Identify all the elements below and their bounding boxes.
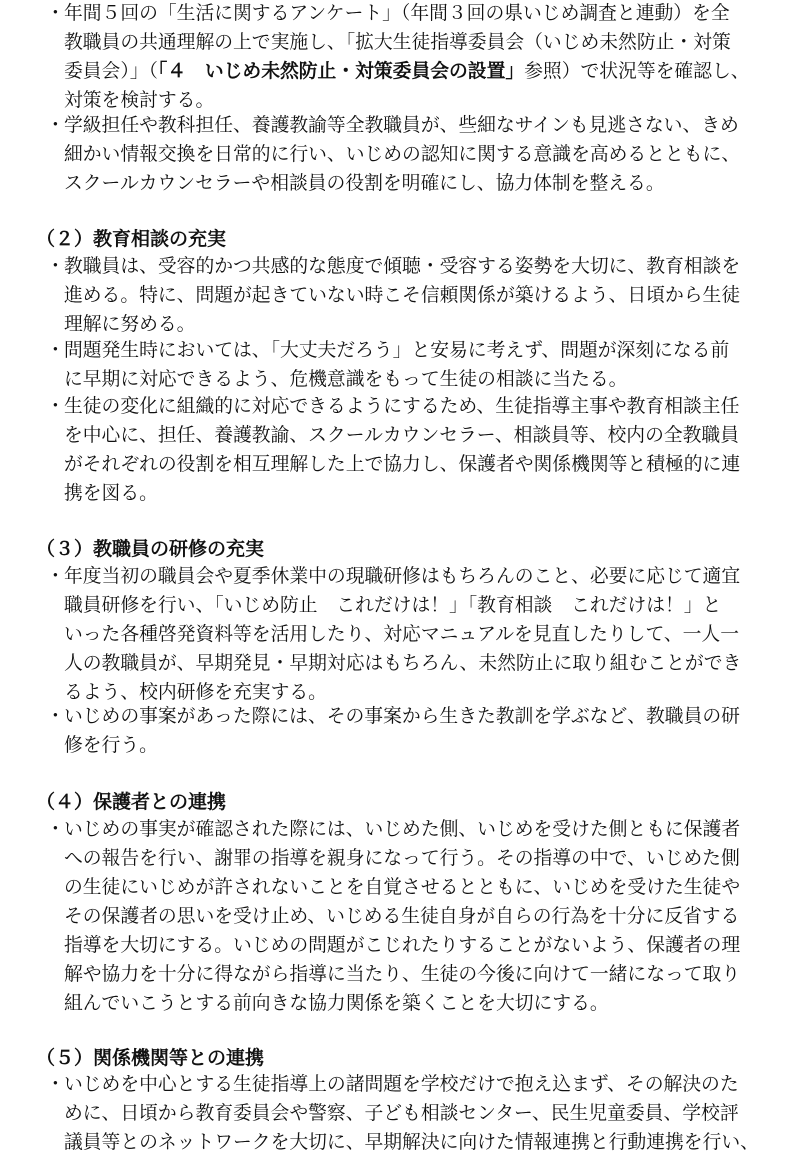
intro-bullet-2-text: 学級担任や教科担任、養護教諭等全教職員が、些細なサインも見逃さない、きめ 細かい情報交換を日常的に行い、いじめの認知に関する意識を高めるとともに、 スクールカウンセラーや相談員の役割を明確にし、協力体制を整える。 (64, 115, 741, 194)
section-4-bullet-1 (46, 815, 778, 1018)
bullet-mark: ・ (46, 1074, 65, 1095)
intro-bullet-1 (46, 0, 778, 115)
section-4-bullet-1-text: いじめの事実が確認された際には、いじめた側、いじめを受けた側ともに保護者 への報告を行い、謝罪の指導を親身になって行う。その指導の中で、いじめた側 の生徒にいじめが許されないことを自覚させるとともに、いじめを受けた生徒や その保護者の思いを受け止め、いじめる生徒自身が自らの行為を十分に反省する 指導を大切にする。いじめの問題がこじれたりすることがないよう、保護者の理 解や協力を十分に得ながら指導に当たり、生徒の今後に向けて一緒になって取り 組んでいこうとする前向きな協力関係を築くことを大切にする。 (64, 819, 741, 1014)
section-2-bullet-2-text: 問題発生時においては、「大丈夫だろう」と安易に考えず、問題が深刻になる前 に早期に対応できるよう、危機意識をもって生徒の相談に当たる。 (64, 340, 730, 390)
intro-bullet-1-text-b: 参照）で状況等を確認し、 対策を検討する。 (64, 61, 750, 111)
intro-bullet-2 (46, 111, 778, 198)
bullet-mark: ・ (46, 566, 65, 587)
bullet-mark: ・ (46, 340, 65, 361)
section-3-bullet-1-text: 年度当初の職員会や夏季休業中の現職研修はもちろんのこと、必要に応じて適宜 職員研修を行い、「いじめ防止 これだけは！」「教育相談 これだけは！」と いった各種啓発資料等を活用したり、対応マニュアルを見直したりして、一人一 人の教職員が、早期発見・早期対応はもちろん、未然防止に取り組むことができ るよう、校内研修を充実する。 (64, 566, 742, 703)
section-2-bullet-3-text: 生徒の変化に組織的に対応できるようにするため、生徒指導主事や教育相談主任 を中心に、担任、養護教諭、スクールカウンセラー、相談員等、校内の全教職員 がそれぞれの役割を相互理解した上で協力し、保護者や関係機関等と積極的に連 携を図る。 (64, 396, 741, 504)
section-5-bullet-1 (46, 1070, 778, 1157)
section-5-bullet-1-text: いじめを中心とする生徒指導上の諸問題を学校だけで抱え込まず、その解決のた めに、日頃から教育委員会や警察、子ども相談センター、民生児童委員、学校評 議員等とのネットワークを大切に、早期解決に向けた情報連携と行動連携を行い、 (64, 1074, 759, 1153)
bullet-mark: ・ (46, 706, 65, 727)
section-heading-4: （４）保護者との連携 (36, 791, 227, 813)
section-3-bullet-1 (46, 562, 778, 707)
bullet-mark: ・ (46, 256, 65, 277)
section-2-bullet-3 (46, 392, 778, 508)
reference-section-4: 「４ いじめ未然防止・対策委員会の設置」 (157, 61, 525, 82)
bullet-mark: ・ (46, 396, 65, 417)
section-heading-2: （２）教育相談の充実 (36, 228, 227, 250)
section-2-bullet-2 (46, 336, 778, 394)
section-3-bullet-2-text: いじめの事案があった際には、その事案から生きた教訓を学ぶなど、教職員の研 修を行う。 (64, 706, 740, 756)
intro-bullet-1-text-a: 年間５回の「生活に関するアンケート」（年間３回の県いじめ調査と連動）を全 教職員の共通理解の上で実施し、「拡大生徒指導委員会（いじめ未然防止・対策 委員会）」（ (64, 3, 731, 82)
bullet-mark: ・ (46, 3, 65, 24)
bullet-mark: ・ (46, 819, 65, 840)
bullet-mark: ・ (46, 115, 65, 136)
section-2-bullet-1-text: 教職員は、受容的かつ共感的な態度で傾聴・受容する姿勢を大切に、教育相談を 進める。特に、問題が起きていない時こそ信頼関係が築けるよう、日頃から生徒 理解に努める。 (64, 256, 741, 335)
section-3-bullet-2 (46, 702, 778, 760)
section-heading-3: （３）教職員の研修の充実 (36, 538, 265, 560)
section-heading-5: （５）関係機関等との連携 (36, 1047, 265, 1069)
section-2-bullet-1 (46, 252, 778, 339)
